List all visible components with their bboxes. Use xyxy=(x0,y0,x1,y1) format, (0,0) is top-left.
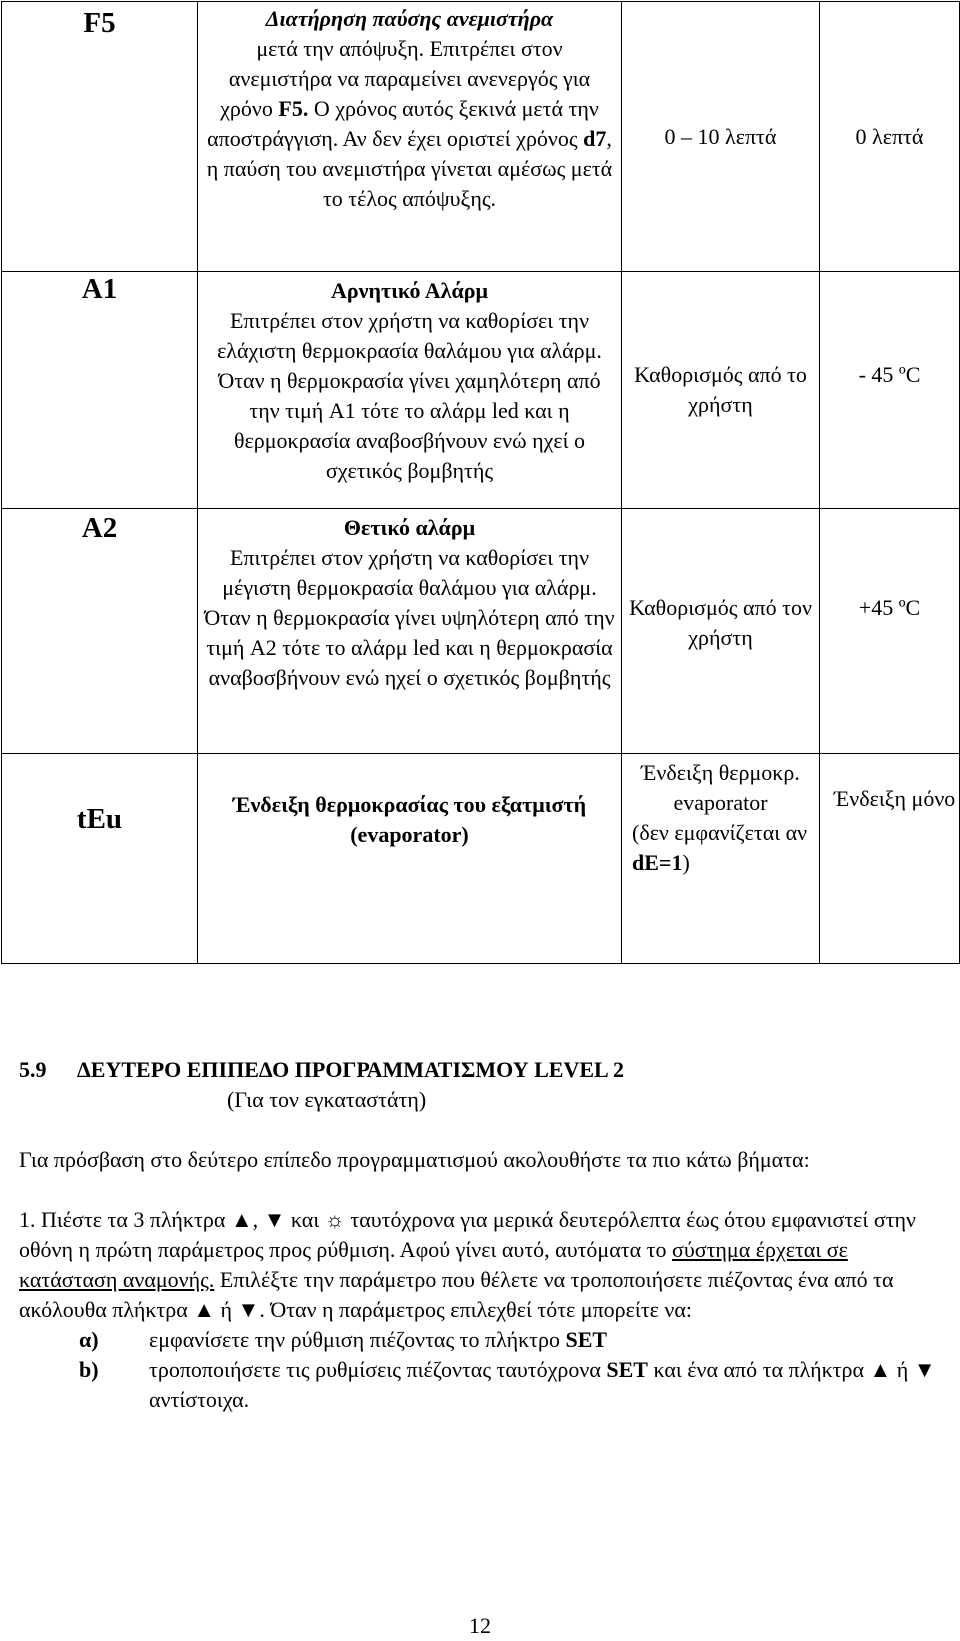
param-range-cell xyxy=(622,272,820,509)
page-number: 12 xyxy=(469,1613,491,1638)
section-level2 xyxy=(19,1055,944,1415)
param-range: 0 – 10 λεπτά xyxy=(664,124,777,149)
param-range-cell xyxy=(622,509,820,754)
param-title: Αρνητικό Αλάρμ xyxy=(330,278,489,303)
param-default: +45 ºC xyxy=(858,595,921,620)
param-code-cell xyxy=(2,2,198,272)
table-row xyxy=(2,754,960,964)
param-desc-cell xyxy=(198,272,622,509)
param-desc-cell xyxy=(198,509,622,754)
param-range: Καθορισμός από το χρήστη xyxy=(634,362,807,417)
section-title: ΔΕΥΤΕΡΟ ΕΠΙΠΕΔΟ ΠΡΟΓΡΑΜΜΑΤΙΣΜΟΥ LEVEL 2 xyxy=(77,1057,624,1082)
param-desc-cell xyxy=(198,2,622,272)
sub-step-label: α) xyxy=(79,1327,99,1352)
sub-step-text: εμφανίσετε την ρύθμιση πιέζοντας το πλήκτρο SET xyxy=(149,1327,608,1352)
param-default: 0 λεπτά xyxy=(855,124,924,149)
parameter-table xyxy=(1,1,960,964)
param-description: Αρνητικό Αλάρμ Επιτρέπει στον χρήστη να καθορίσει την ελάχιστη θερμοκρασία θαλάμου για αλάρμ. Όταν η θερμοκρασία γίνει χαμηλότερη από την τιμή A1 τότε το αλάρμ led και η θερμοκρασία αναβοσβήνουν ενώ ηχεί ο σχετικός βομβητής xyxy=(217,278,602,483)
sub-step-b xyxy=(19,1355,944,1415)
table-row xyxy=(2,2,960,272)
param-title: Διατήρηση παύσης ανεμιστήρα xyxy=(265,6,554,31)
param-code: tEu xyxy=(76,803,123,835)
param-description: Διατήρηση παύσης ανεμιστήρα μετά την απόψυξη. Επιτρέπει στον ανεμιστήρα να παραμείνει ανενεργός για χρόνο F5. Ο χρόνος αυτός ξεκινά μετά την αποστράγγιση. Αν δεν έχει οριστεί χρόνος d7, η παύση του ανεμιστήρα γίνεται αμέσως μετά το τέλος απόψυξης. xyxy=(206,6,613,211)
table-row xyxy=(2,509,960,754)
param-default-cell xyxy=(820,509,960,754)
sub-step-a xyxy=(19,1325,944,1355)
param-code-cell xyxy=(2,509,198,754)
section-number: 5.9 xyxy=(19,1057,47,1082)
table-row xyxy=(2,272,960,509)
param-title: Ένδειξη θερμοκρασίας του εξατμιστή (evaporator) xyxy=(232,792,587,847)
param-default: - 45 ºC xyxy=(858,362,921,387)
section-heading xyxy=(19,1055,944,1085)
param-range: Καθορισμός από τον χρήστη xyxy=(629,595,812,650)
param-title: Θετικό αλάρμ xyxy=(343,515,476,540)
param-range: Ένδειξη θερμοκρ. evaporator xyxy=(641,760,800,815)
section-subtitle: (Για τον εγκαταστάτη) xyxy=(227,1087,427,1112)
param-code: F5 xyxy=(83,7,116,39)
param-code-cell xyxy=(2,272,198,509)
step-1-paragraph: 1. Πιέστε τα 3 πλήκτρα ▲, ▼ και ☼ ταυτόχρονα για μερικά δευτερόλεπτα έως ότου εμφανιστεί στην οθόνη η πρώτη παράμετρος προς ρύθμιση. Αφού γίνει αυτό, αυτόματα το σύστημα έρχεται σε κατάσταση αναμονής. Επιλέξτε την παράμετρο που θέλετε να τροποποιήσετε πιέζοντας ένα από τα ακόλουθα πλήκτρα ▲ ή ▼. Όταν η παράμετρος επιλεχθεί τότε μπορείτε να: xyxy=(19,1207,916,1322)
param-desc-cell xyxy=(198,754,622,964)
param-code: A2 xyxy=(81,512,118,544)
param-description: Θετικό αλάρμ Επιτρέπει στον χρήστη να καθορίσει την μέγιστη θερμοκρασία θαλάμου για αλάρμ. Όταν η θερμοκρασία γίνει υψηλότερη από την τιμή A2 τότε το αλάρμ led και η θερμοκρασία αναβοσβήνουν ενώ ηχεί ο σχετικός βομβητής xyxy=(204,515,615,690)
param-code: A1 xyxy=(81,273,118,305)
param-code-cell xyxy=(2,754,198,964)
param-default-cell xyxy=(820,2,960,272)
param-range-cell xyxy=(622,754,820,964)
underlined-text: σύστημα έρχεται σε κατάσταση αναμονής. xyxy=(19,1237,848,1292)
param-default-cell xyxy=(820,754,960,964)
param-range-cell xyxy=(622,2,820,272)
param-default: Ένδειξη μόνο xyxy=(834,786,956,811)
sub-step-label: b) xyxy=(79,1357,99,1382)
param-range-note: (δεν εμφανίζεται αν dE=1) xyxy=(632,820,808,875)
sub-step-text: τροποποιήσετε τις ρυθμίσεις πιέζοντας ταυτόχρονα SET και ένα από τα πλήκτρα ▲ ή ▼ αντίστοιχα. xyxy=(149,1357,936,1412)
intro-paragraph: Για πρόσβαση στο δεύτερο επίπεδο προγραμματισμού ακολουθήστε τα πιο κάτω βήματα: xyxy=(19,1147,810,1172)
param-default-cell xyxy=(820,272,960,509)
